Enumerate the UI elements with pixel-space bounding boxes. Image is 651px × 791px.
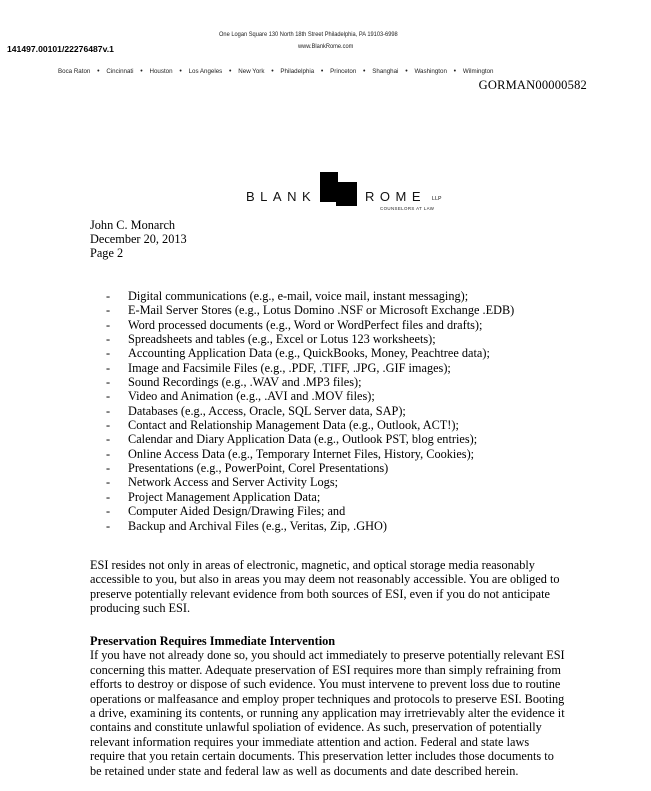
list-item-text: Video and Animation (e.g., .AVI and .MOV files); — [128, 389, 375, 404]
list-item — [103, 289, 514, 303]
list-item — [103, 461, 514, 475]
dash-bullet-icon: - — [105, 432, 111, 447]
office-locations — [58, 68, 494, 75]
recipient-name: John C. Monarch — [90, 218, 176, 232]
office-location: Washington — [414, 68, 447, 75]
page-number: Page 2 — [90, 246, 124, 260]
list-item-text: Image and Facsimile Files (e.g., .PDF, .TIFF, .JPG, .GIF images); — [128, 360, 451, 375]
list-item — [103, 504, 514, 518]
logo-block-left — [320, 172, 338, 202]
paragraph-line: relevant information requires your immediate attention and action. Federal and state laws — [90, 734, 530, 749]
list-item-text: E-Mail Server Stores (e.g., Lotus Domino .NSF or Microsoft Exchange .EDB) — [128, 303, 515, 318]
dash-bullet-icon: - — [105, 504, 111, 519]
office-location: Houston — [149, 68, 173, 75]
list-item-text: Digital communications (e.g., e-mail, voice mail, instant messaging); — [128, 289, 469, 303]
list-item — [103, 375, 514, 389]
logo-suffix: LLP — [432, 196, 442, 202]
list-item-text: Accounting Application Data (e.g., QuickBooks, Money, Peachtree data); — [128, 346, 490, 361]
dash-bullet-icon: - — [105, 317, 111, 332]
list-item — [103, 418, 514, 432]
dash-bullet-icon: - — [105, 489, 111, 504]
office-separator-icon: • — [320, 68, 324, 75]
dash-bullet-icon: - — [105, 389, 111, 404]
office-separator-icon: • — [453, 68, 457, 75]
document-id: 141497.00101/22276487v.1 — [7, 44, 114, 54]
letter-date: December 20, 2013 — [90, 232, 187, 246]
paragraph-line: require that you retain certain documents. This preservation letter includes those documents to — [90, 749, 554, 764]
list-item-text: Online Access Data (e.g., Temporary Internet Files, History, Cookies); — [128, 446, 475, 461]
dash-bullet-icon: - — [105, 375, 111, 390]
dash-bullet-icon: - — [105, 346, 111, 361]
office-location: Boca Raton — [58, 68, 91, 75]
office-location: Princeton — [330, 68, 357, 75]
office-separator-icon: • — [179, 68, 182, 75]
paragraph-line: preserve potentially relevant evidence from both sources of ESI, even if you do not anticipate — [90, 586, 550, 601]
letterhead-website: www.BlankRome.com — [298, 43, 354, 50]
list-item — [103, 519, 514, 533]
esi-paragraph — [90, 558, 630, 616]
paragraph-line: ESI resides not only in areas of electronic, magnetic, and optical storage media reasonably — [90, 558, 535, 572]
office-separator-icon: • — [229, 68, 232, 75]
list-item — [103, 447, 514, 461]
office-location: Philadelphia — [280, 68, 315, 75]
paragraph-line: a drive, examining its contents, or running any application may irretrievably alter the evidence it — [90, 705, 565, 720]
list-item — [103, 490, 514, 504]
paragraph-line: producing such ESI. — [90, 601, 191, 616]
logo-block-icon — [319, 171, 359, 207]
list-item-text: Contact and Relationship Management Data (e.g., Outlook, ACT!); — [128, 418, 459, 433]
preservation-section — [90, 634, 630, 778]
list-item — [103, 318, 514, 332]
paragraph-line: efforts to destroy or dispose of such evidence. You must intervene to prevent loss due to routine — [90, 677, 561, 692]
office-separator-icon: • — [271, 68, 274, 75]
logo-word-blank: BLANK — [246, 189, 317, 204]
preservation-paragraph — [90, 648, 630, 778]
dash-bullet-icon: - — [105, 418, 111, 433]
list-item-text: Calendar and Diary Application Data (e.g., Outlook PST, blog entries); — [128, 432, 478, 447]
paragraph-line: If you have not already done so, you should act immediately to preserve potentially relevant ESI — [90, 648, 565, 663]
list-item — [103, 389, 514, 403]
office-location: Los Angeles — [188, 68, 223, 75]
dash-bullet-icon: - — [105, 360, 111, 375]
logo-block-right — [336, 182, 357, 206]
list-item — [103, 332, 514, 346]
list-item-text: Computer Aided Design/Drawing Files; and — [128, 504, 346, 519]
dash-bullet-icon: - — [105, 518, 111, 533]
dash-bullet-icon: - — [105, 303, 111, 318]
list-item — [103, 361, 514, 375]
list-item-text: Backup and Archival Files (e.g., Veritas, Zip, .GHO) — [128, 518, 387, 533]
list-item — [103, 303, 514, 317]
dash-bullet-icon: - — [105, 332, 111, 347]
list-item-text: Word processed documents (e.g., Word or WordPerfect files and drafts); — [128, 317, 483, 332]
paragraph-line: contains and constitute unlawful spoliation of evidence. As such, preservation of potentially — [90, 720, 542, 735]
office-separator-icon: • — [140, 68, 143, 75]
office-separator-icon: • — [405, 68, 408, 75]
office-location: Wilmington — [462, 68, 494, 75]
list-item-text: Presentations (e.g., PowerPoint, Corel Presentations) — [128, 461, 389, 476]
esi-types-list — [103, 289, 514, 533]
paragraph-line: concerning this matter. Adequate preservation of ESI requires more than simply refraining from — [90, 662, 561, 677]
list-item — [103, 346, 514, 360]
dash-bullet-icon: - — [105, 475, 111, 490]
list-item — [103, 404, 514, 418]
office-location: New York — [238, 68, 265, 75]
list-item-text: Databases (e.g., Access, Oracle, SQL Server data, SAP); — [128, 403, 406, 418]
list-item — [103, 475, 514, 489]
bates-number: GORMAN00000582 — [478, 78, 587, 92]
dash-bullet-icon: - — [105, 446, 111, 461]
dash-bullet-icon: - — [105, 461, 111, 476]
list-item — [103, 432, 514, 446]
paragraph-line: operations or malfeasance and employ proper techniques and protocols to preserve ESI. Booting — [90, 691, 565, 706]
office-location: Shanghai — [372, 68, 399, 75]
logo-word-rome: ROME — [365, 189, 426, 204]
list-item-text: Project Management Application Data; — [128, 489, 321, 504]
section-heading: Preservation Requires Immediate Intervention — [90, 634, 336, 648]
office-separator-icon: • — [97, 68, 100, 75]
logo-tagline: COUNSELORS AT LAW — [380, 206, 435, 211]
paragraph-line: accessible to you, but also in areas you may deem not reasonably accessible. You are obliged to — [90, 572, 560, 587]
office-separator-icon: • — [363, 68, 366, 75]
paragraph-line: be retained under state and federal law as well as documents and date described herein. — [90, 763, 519, 778]
letterhead-address: One Logan Square 130 North 18th Street Philadelphia, PA 19103-6998 — [219, 31, 398, 38]
list-item-text: Spreadsheets and tables (e.g., Excel or Lotus 123 worksheets); — [128, 332, 436, 347]
list-item-text: Network Access and Server Activity Logs; — [128, 475, 339, 490]
list-item-text: Sound Recordings (e.g., .WAV and .MP3 files); — [128, 375, 362, 390]
dash-bullet-icon: - — [105, 289, 111, 303]
dash-bullet-icon: - — [105, 403, 111, 418]
office-location: Cincinnati — [106, 68, 134, 75]
